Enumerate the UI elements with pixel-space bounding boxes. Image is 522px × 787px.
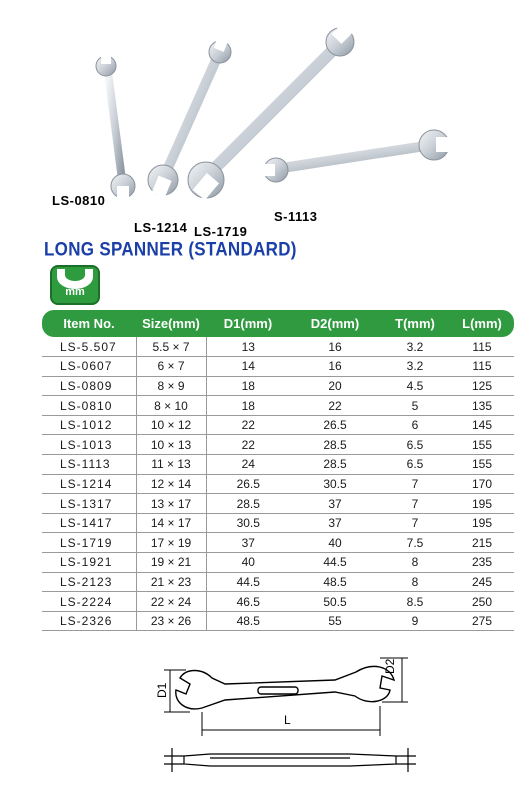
- table-cell: 55: [290, 611, 380, 631]
- table-row: [42, 396, 514, 416]
- table-cell: LS-1113: [42, 455, 136, 475]
- photo-label-ls-1719: LS-1719: [194, 224, 248, 239]
- table-row: [42, 611, 514, 631]
- table-cell: 23 × 26: [136, 611, 206, 631]
- table-cell: 3.2: [380, 337, 450, 357]
- table-cell: 8.5: [380, 592, 450, 612]
- table-header-row: [42, 310, 514, 337]
- table-cell: 16: [290, 357, 380, 377]
- table-cell: LS-1214: [42, 474, 136, 494]
- unit-badge-text: mm: [65, 286, 85, 298]
- table-cell: 8: [380, 572, 450, 592]
- d2-label: D2: [383, 658, 397, 674]
- page-title: LONG SPANNER (STANDARD): [44, 238, 297, 260]
- wrench-ls-0810-image: [96, 52, 135, 200]
- table-cell: 28.5: [290, 455, 380, 475]
- wrench-s-1113-image: [262, 130, 452, 182]
- table-cell: 24: [206, 455, 290, 475]
- table-cell: 7: [380, 494, 450, 514]
- table-cell: LS-0809: [42, 376, 136, 396]
- table-cell: 275: [450, 611, 514, 631]
- table-cell: 50.5: [290, 592, 380, 612]
- l-label: L: [284, 713, 291, 727]
- table-row: [42, 533, 514, 553]
- dimension-diagram: [150, 650, 430, 785]
- table-cell: 14: [206, 357, 290, 377]
- table-cell: 7.5: [380, 533, 450, 553]
- table-cell: 28.5: [290, 435, 380, 455]
- table-cell: 245: [450, 572, 514, 592]
- table-cell: LS-5.507: [42, 337, 136, 357]
- table-cell: LS-1921: [42, 553, 136, 573]
- photo-label-s-1113: S-1113: [274, 209, 318, 224]
- table-cell: 19 × 21: [136, 553, 206, 573]
- photo-label-ls-1214: LS-1214: [134, 220, 188, 235]
- table-cell: LS-1317: [42, 494, 136, 514]
- spec-table: [42, 310, 514, 631]
- table-cell: LS-1013: [42, 435, 136, 455]
- col-header-d1: D1(mm): [206, 310, 290, 337]
- table-cell: 40: [206, 553, 290, 573]
- table-row: [42, 337, 514, 357]
- wrench-outline-top-view: [176, 666, 394, 708]
- col-header-size: Size(mm): [136, 310, 206, 337]
- table-cell: 44.5: [290, 553, 380, 573]
- table-row: [42, 553, 514, 573]
- table-cell: 4.5: [380, 376, 450, 396]
- table-cell: 10 × 13: [136, 435, 206, 455]
- table-cell: LS-2326: [42, 611, 136, 631]
- table-cell: 8 × 9: [136, 376, 206, 396]
- table-cell: 44.5: [206, 572, 290, 592]
- table-cell: 6 × 7: [136, 357, 206, 377]
- table-cell: 26.5: [206, 474, 290, 494]
- table-cell: 22: [206, 435, 290, 455]
- table-cell: 18: [206, 396, 290, 416]
- table-cell: 155: [450, 455, 514, 475]
- table-row: [42, 415, 514, 435]
- table-cell: 48.5: [290, 572, 380, 592]
- table-cell: 26.5: [290, 415, 380, 435]
- table-cell: 12 × 14: [136, 474, 206, 494]
- table-cell: 30.5: [206, 513, 290, 533]
- table-cell: 115: [450, 337, 514, 357]
- table-cell: 3.2: [380, 357, 450, 377]
- table-cell: 20: [290, 376, 380, 396]
- table-cell: 22: [290, 396, 380, 416]
- table-cell: 8 × 10: [136, 396, 206, 416]
- table-cell: LS-0810: [42, 396, 136, 416]
- unit-badge: [50, 265, 100, 305]
- col-header-d2: D2(mm): [290, 310, 380, 337]
- col-header-l: L(mm): [450, 310, 514, 337]
- table-cell: 18: [206, 376, 290, 396]
- table-cell: 155: [450, 435, 514, 455]
- table-cell: 5: [380, 396, 450, 416]
- table-row: [42, 592, 514, 612]
- table-row: [42, 376, 514, 396]
- table-cell: LS-1417: [42, 513, 136, 533]
- table-cell: 30.5: [290, 474, 380, 494]
- table-row: [42, 572, 514, 592]
- table-cell: 9: [380, 611, 450, 631]
- table-cell: 40: [290, 533, 380, 553]
- table-cell: 5.5 × 7: [136, 337, 206, 357]
- table-cell: 135: [450, 396, 514, 416]
- table-cell: LS-0607: [42, 357, 136, 377]
- table-cell: 215: [450, 533, 514, 553]
- table-cell: LS-2123: [42, 572, 136, 592]
- col-header-t: T(mm): [380, 310, 450, 337]
- table-cell: 7: [380, 474, 450, 494]
- table-cell: 11 × 13: [136, 455, 206, 475]
- l-dimension: [202, 706, 380, 736]
- table-cell: 6: [380, 415, 450, 435]
- table-row: [42, 435, 514, 455]
- table-cell: 16: [290, 337, 380, 357]
- table-row: [42, 513, 514, 533]
- table-cell: 48.5: [206, 611, 290, 631]
- table-cell: 10 × 12: [136, 415, 206, 435]
- photo-label-ls-0810: LS-0810: [52, 193, 106, 208]
- table-row: [42, 357, 514, 377]
- table-cell: 22 × 24: [136, 592, 206, 612]
- table-cell: 21 × 23: [136, 572, 206, 592]
- table-row: [42, 494, 514, 514]
- table-cell: 22: [206, 415, 290, 435]
- table-cell: 37: [290, 494, 380, 514]
- table-cell: 46.5: [206, 592, 290, 612]
- table-cell: 13: [206, 337, 290, 357]
- table-cell: 145: [450, 415, 514, 435]
- table-cell: 8: [380, 553, 450, 573]
- table-cell: 115: [450, 357, 514, 377]
- table-cell: 195: [450, 494, 514, 514]
- table-cell: 235: [450, 553, 514, 573]
- table-cell: 13 × 17: [136, 494, 206, 514]
- col-header-item-no: Item No.: [42, 310, 136, 337]
- table-cell: 125: [450, 376, 514, 396]
- table-cell: 17 × 19: [136, 533, 206, 553]
- table-cell: 250: [450, 592, 514, 612]
- table-cell: 6.5: [380, 435, 450, 455]
- table-cell: LS-1719: [42, 533, 136, 553]
- table-cell: 195: [450, 513, 514, 533]
- table-cell: LS-1012: [42, 415, 136, 435]
- table-cell: 7: [380, 513, 450, 533]
- table-body: [42, 337, 514, 631]
- wrench-outline-side-view: [164, 748, 416, 772]
- table-cell: LS-2224: [42, 592, 136, 612]
- table-cell: 37: [206, 533, 290, 553]
- table-cell: 14 × 17: [136, 513, 206, 533]
- table-row: [42, 474, 514, 494]
- table-cell: 6.5: [380, 455, 450, 475]
- table-cell: 37: [290, 513, 380, 533]
- table-cell: 170: [450, 474, 514, 494]
- table-row: [42, 455, 514, 475]
- d1-label: D1: [155, 682, 169, 698]
- table-cell: 28.5: [206, 494, 290, 514]
